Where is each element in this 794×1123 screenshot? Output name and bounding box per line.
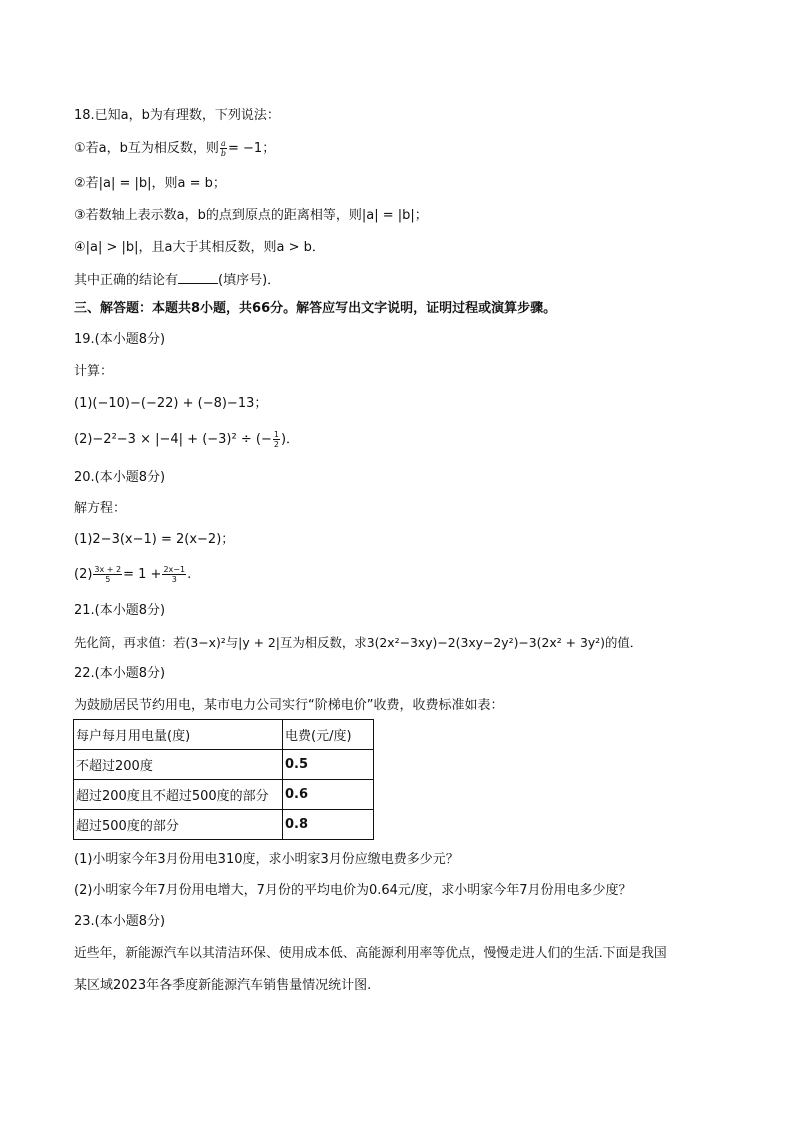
- table-header-cell: 电费(元/度): [283, 720, 374, 750]
- fraction-3x-plus-2-over-5: $\frac{3x + 2}{5}$: [94, 565, 122, 584]
- q19-part-1: (1)(−10)−(−22) + (−8)−13；: [74, 396, 268, 411]
- q19-part-2: (2)−2²−3 × |−4| + (−3)² ÷ (− $\frac{1}{2}$ )．: [74, 430, 300, 449]
- table-cell: 0.8: [283, 810, 374, 840]
- q20-part-1: (1)2−3(x−1) = 2(x−2)；: [74, 532, 235, 547]
- table-row: [74, 810, 374, 840]
- q18-statement-1: ①若a，b互为相反数，则 $\frac{a}{b}$ = −1；: [74, 139, 276, 158]
- table-cell: 超过200度且不超过500度的部分: [74, 780, 283, 810]
- table-cell: 0.5: [283, 750, 374, 780]
- table-row: [74, 780, 374, 810]
- table-header-row: [74, 720, 374, 750]
- table-cell: 超过500度的部分: [74, 810, 283, 840]
- q23-line-1: 近些年，新能源汽车以其清洁环保、使用成本低、高能源利用率等优点，慢慢走进人们的生活.下面是我国: [74, 946, 667, 961]
- fraction-a-over-b: $\frac{a}{b}$: [220, 139, 226, 158]
- q22-heading: 22.(本小题8分): [74, 666, 166, 681]
- q18-statement-2: ②若|a| = |b|，则a = b；: [74, 176, 226, 191]
- q18-stem: 18.已知a，b为有理数，下列说法：: [74, 108, 280, 123]
- answer-blank[interactable]: [178, 269, 218, 284]
- electricity-price-table: [73, 719, 374, 840]
- q23-heading: 23.(本小题8分): [74, 914, 166, 929]
- q19-intro: 计算：: [74, 364, 114, 379]
- q22-part-1: (1)小明家今年3月份用电310度，求小明家3月份应缴电费多少元？: [74, 852, 459, 867]
- q21-text: 先化简，再求值：若(3−x)²与|y + 2|互为相反数，求3(2x²−3xy)−2(3xy−2y²)−3(2x² + 3y²)的值．: [74, 635, 643, 650]
- table-row: [74, 750, 374, 780]
- q22-part-2: (2)小明家今年7月份用电增大，7月份的平均电价为0.64元/度，求小明家今年7月份用电多少度？: [74, 883, 632, 898]
- q20-heading: 20.(本小题8分): [74, 470, 166, 485]
- q19-heading: 19.(本小题8分): [74, 332, 166, 347]
- q22-intro: 为鼓励居民节约用电，某市电力公司实行“阶梯电价”收费，收费标准如表：: [74, 698, 504, 713]
- q21-heading: 21.(本小题8分): [74, 603, 166, 618]
- q23-line-2: 某区域2023年各季度新能源汽车销售量情况统计图.: [74, 978, 372, 993]
- table-header-cell: 每户每月用电量(度): [74, 720, 283, 750]
- q18-statement-4: ④|a| > |b|，且a大于其相反数，则a > b．: [74, 240, 325, 255]
- section-3-title: 三、解答题：本题共8小题，共66分。解答应写出文字说明，证明过程或演算步骤。: [74, 301, 557, 316]
- table-cell: 不超过200度: [74, 750, 283, 780]
- q18-conclusion: 其中正确的结论有 (填序号)．: [74, 269, 280, 291]
- q20-intro: 解方程：: [74, 501, 127, 516]
- q18-statement-3: ③若数轴上表示数a，b的点到原点的距离相等，则|a| = |b|；: [74, 208, 428, 223]
- q20-part-2: (2) $\frac{3x + 2}{5}$ = 1 + $\frac{2x-1}{3}$ .: [74, 565, 192, 584]
- fraction-2x-minus-1-over-3: $\frac{2x-1}{3}$: [163, 565, 186, 584]
- table-cell: 0.6: [283, 780, 374, 810]
- fraction-one-half: $\frac{1}{2}$: [273, 430, 279, 449]
